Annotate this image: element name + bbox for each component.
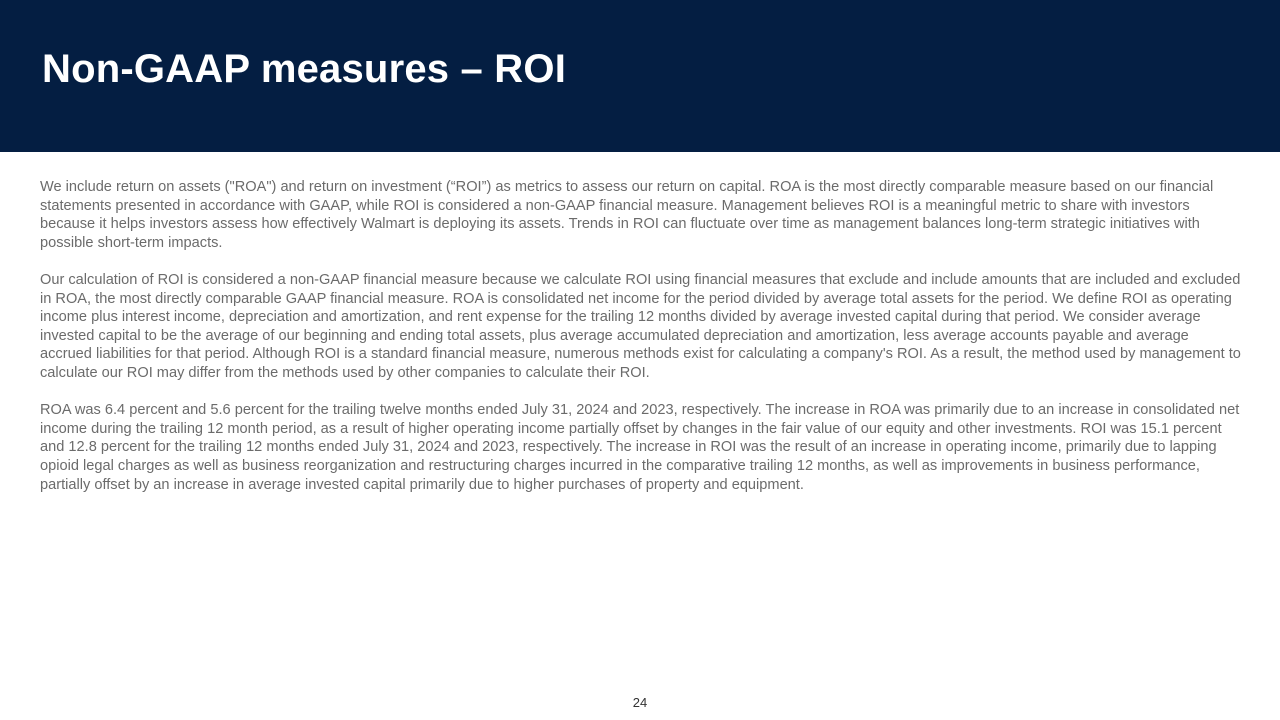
paragraph-roa-roi-results: ROA was 6.4 percent and 5.6 percent for the trailing twelve months ended July 31, 2024 and 2023, respectively. The increase in ROA was primarily due to an increase in consolidated net income during the trailing 12 month period, as a result of higher operating income partially offset by changes in the fair value of our equity and other investments. ROI was 15.1 percent and 12.8 percent for the trailing 12 months ended July 31, 2024 and 2023, respectively. The increase in ROI was the result of an increase in operating income, primarily due to lapping opioid legal charges as well as business reorganization and restructuring charges incurred in the comparative trailing 12 months, as well as improvements in business performance, partially offset by an increase in average invested capital primarily due to higher purchases of property and equipment. [40,402,1240,493]
body-text [40,178,1244,513]
header-band [0,0,1280,152]
paragraph-roi-calculation: Our calculation of ROI is considered a non-GAAP financial measure because we calculate ROI using financial measures that exclude and include amounts that are included and excluded in ROA, the most directly comparable GAAP financial measure. ROA is consolidated net income for the period divided by average total assets for the period. We define ROI as operating income plus interest income, depreciation and amortization, and rent expense for the trailing 12 months divided by average invested capital during that period. We consider average invested capital to be the average of our beginning and ending total assets, plus average accumulated depreciation and amortization, less average accounts payable and average accrued liabilities for that period. Although ROI is a standard financial measure, numerous methods exist for calculating a company's ROI. As a result, the method used by management to calculate our ROI may differ from the methods used by other companies to calculate their ROI. [40,271,1241,381]
slide-title: Non-GAAP measures – ROI [42,47,567,91]
paragraph-roi-overview: We include return on assets ("ROA") and return on investment (“ROI”) as metrics to assess our return on capital. ROA is the most directly comparable measure based on our financial statements presented in accordance with GAAP, while ROI is considered a non-GAAP financial measure. Management believes ROI is a meaningful metric to share with investors because it helps investors assess how effectively Walmart is deploying its assets. Trends in ROI can fluctuate over time as management balances long-term strategic initiatives with possible short-term impacts. [40,179,1214,251]
page-number: 24 [632,695,648,710]
